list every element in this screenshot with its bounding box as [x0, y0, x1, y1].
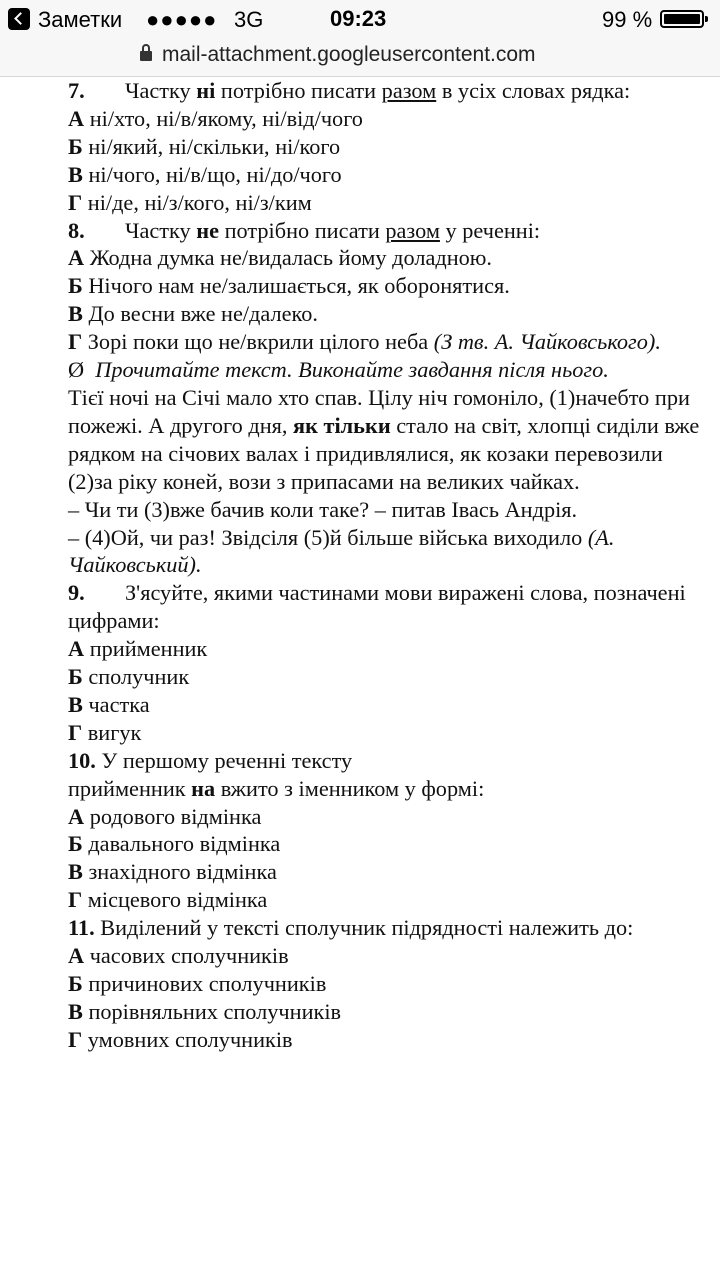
- q10-option-b: Б давального відмінка: [68, 831, 281, 857]
- passage-paragraph-2: – Чи ти (3)вже бачив коли таке? – питав Івась Андрія.: [68, 496, 578, 522]
- q7-stem: 7. Частку ні потрібно писати разом в усіх словах рядка:: [68, 78, 631, 103]
- q10-stem-line-1: 10. У першому реченні тексту: [68, 747, 353, 773]
- q9-option-d: Г вигук: [68, 719, 142, 745]
- q10-option-d: Г місцевого відмінка: [68, 887, 268, 913]
- q9-option-c: В частка: [68, 691, 150, 717]
- passage-paragraph-3: – (4)Ой, чи раз! Звідсіля (5)й більше війська виходило (А. Чайковський).: [68, 524, 615, 578]
- q11-number: 11.: [68, 915, 95, 941]
- q10-option-c: В знахідного відмінка: [68, 859, 277, 885]
- q11-option-c: В порівняльних сполучників: [68, 998, 342, 1024]
- battery-icon: [660, 10, 704, 28]
- q8-stem: 8. Частку не потрібно писати разом у реченні:: [68, 217, 541, 243]
- q11-stem: 11. Виділений у тексті сполучник підрядності належить до:: [68, 915, 634, 941]
- passage-source: (А. Чайковський).: [68, 524, 615, 578]
- q8-option-b: Б Нічого нам не/залишається, як оборонятися.: [68, 273, 510, 299]
- q8-option-c: В До весни вже не/далеко.: [68, 301, 318, 327]
- q11-option-a: А часових сполучників: [68, 943, 289, 969]
- q9-number: 9.: [68, 580, 85, 606]
- url-text[interactable]: mail-attachment.googleusercontent.com: [162, 43, 536, 66]
- q8-number: 8.: [68, 217, 85, 243]
- q8-option-a: А Жодна думка не/видалась йому доладною.: [68, 245, 493, 271]
- network-type: 3G: [234, 7, 264, 32]
- reading-instruction: Ø Прочитайте текст. Виконайте завдання після нього.: [68, 357, 609, 383]
- document: [68, 77, 713, 1054]
- highlighted-conjunction: як тільки: [293, 412, 391, 438]
- q7-option-d: Г ні/де, ні/з/кого, ні/з/ким: [68, 189, 312, 215]
- q9-option-a: А прийменник: [68, 636, 208, 662]
- q7-option-c: В ні/чого, ні/в/що, ні/до/чого: [68, 161, 342, 187]
- q11-option-d: Г умовних сполучників: [68, 1026, 293, 1052]
- empty-set-icon: Ø: [68, 357, 85, 383]
- q11-option-b: Б причинових сполучників: [68, 971, 327, 996]
- q8-option-d-source: (З тв. А. Чайковського).: [433, 329, 661, 355]
- q10-number: 10.: [68, 747, 96, 773]
- url-bar[interactable]: [0, 40, 720, 77]
- clock: 09:23: [330, 6, 387, 31]
- q10-stem-line-2: прийменник на вжито з іменником у формі:: [68, 775, 485, 801]
- passage-paragraph-1: Тієї ночі на Січі мало хто спав. Цілу ніч гомоніло, (1)начебто при пожежі. А другого дня, як тільки стало на світ, хлопці сиділи вже рядком на січових валах і придивлялися, як козаки перевозили (2)за ріку коней, вози з припасами на великих чайках.: [68, 384, 700, 494]
- q7-option-b: Б ні/який, ні/скільки, ні/кого: [68, 133, 341, 159]
- q10-option-a: А родового відмінка: [68, 803, 262, 829]
- q9-stem: 9. З'ясуйте, якими частинами мови виражені слова, позначені цифрами:: [68, 580, 686, 634]
- signal-strength: ●●●●●: [146, 7, 218, 32]
- back-to-app-icon[interactable]: [8, 8, 30, 30]
- q7-number: 7.: [68, 78, 85, 103]
- lock-icon: [140, 51, 152, 61]
- back-app-name[interactable]: Заметки: [38, 7, 123, 32]
- q7-option-a: А ні/хто, ні/в/якому, ні/від/чого: [68, 105, 363, 131]
- status-bar: [0, 0, 720, 40]
- q9-option-b: Б сполучник: [68, 664, 190, 690]
- q8-option-d: Г Зорі поки що не/вкрили цілого неба (З тв. А. Чайковського).: [68, 329, 661, 355]
- battery-percent: 99 %: [602, 7, 653, 32]
